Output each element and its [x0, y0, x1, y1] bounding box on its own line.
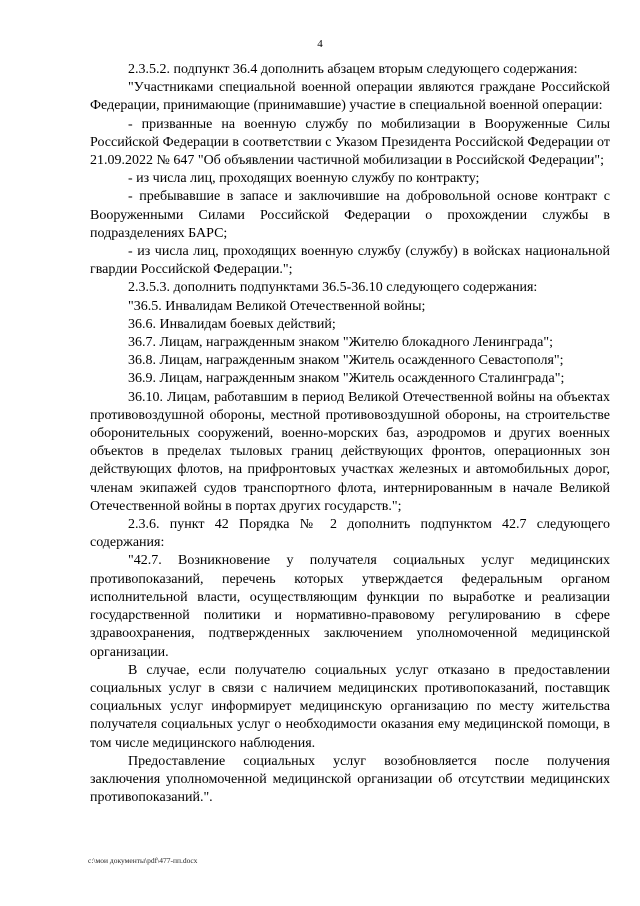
page-number: 4	[317, 38, 323, 50]
document-body	[90, 61, 610, 807]
paragraph-36-6: 36.6. Инвалидам боевых действий;	[128, 316, 336, 332]
paragraph-mobilized: - призванные на военную службу по мобилизации в Вооруженные Силы Российской Федерации в соответствии с Указом Президента Российской Федерации от 21.09.2022 № 647 "Об объявлении частичной мобилизации в Российской Федерации";	[90, 116, 610, 169]
paragraph-2-3-6: 2.3.6. пункт 42 Порядка № 2 дополнить подпунктом 42.7 следующего содержания:	[90, 517, 610, 551]
paragraph-contract: - из числа лиц, проходящих военную службу по контракту;	[128, 171, 480, 187]
paragraph-36-9: 36.9. Лицам, награжденным знаком "Житель осажденного Сталинграда";	[128, 371, 565, 387]
paragraph-resumption: Предоставление социальных услуг возобновляется после получения заключения уполномоченной медицинской организации об отсутствии медицинских противопоказаний.".	[90, 753, 610, 806]
paragraph-36-10: 36.10. Лицам, работавшим в период Великой Отечественной войны на объектах противовоздушной обороны, местной противовоздушной обороны, на строительстве оборонительных сооружений, военно-морских баз, аэродромов и других военных объектов в пределах тыловых границ действующих фронтов, операционных зон действующих флотов, на прифронтовых участках железных и автомобильных дорог, членам экипажей судов транспортного флота, интернированным в начале Великой Отечественной войны в портах других государств.";	[90, 389, 610, 514]
paragraph-svo-participants: "Участниками специальной военной операции являются граждане Российской Федерации, принимающие (принимавшие) участие в специальной военной операции:	[90, 80, 610, 114]
paragraph-36-8: 36.8. Лицам, награжденным знаком "Житель осажденного Севастополя";	[128, 353, 564, 369]
paragraph-bars: - пребывавшие в запасе и заключившие на добровольной основе контракт с Вооруженными Силами Российской Федерации о прохождении службы в подразделениях БАРС;	[90, 189, 610, 241]
paragraph-42-7: "42.7. Возникновение у получателя социальных услуг медицинских противопоказаний, перечень которых утверждается федеральным органом исполнительной власти, осуществляющим функции по выработке и реализации государственной политики и нормативно-правовому регулированию в сфере здравоохранения, подтвержденных заключением уполномоченной медицинской организации.	[90, 553, 610, 660]
paragraph-36-5: "36.5. Инвалидам Великой Отечественной войны;	[128, 298, 426, 314]
paragraph-2-3-5-2: 2.3.5.2. подпункт 36.4 дополнить абзацем вторым следующего содержания:	[128, 62, 578, 77]
paragraph-36-7: 36.7. Лицам, награжденным знаком "Жителю блокадного Ленинграда";	[128, 335, 553, 351]
paragraph-refusal: В случае, если получателю социальных услуг отказано в предоставлении социальных услуг в связи с наличием медицинских противопоказаний, поставщик социальных услуг информирует медицинскую организацию по месту жительства получателя социальных услуг о необходимости оказания ему медицинской помощи, в том числе медицинского наблюдения.	[90, 662, 610, 751]
footer-file-path: c:\мои документы\pdf\477-пп.docx	[88, 856, 198, 865]
paragraph-2-3-5-3: 2.3.5.3. дополнить подпунктами 36.5-36.10 следующего содержания:	[128, 280, 538, 296]
paragraph-national-guard: - из числа лиц, проходящих военную службу (службу) в войсках национальной гвардии Российской Федерации.";	[90, 244, 610, 278]
